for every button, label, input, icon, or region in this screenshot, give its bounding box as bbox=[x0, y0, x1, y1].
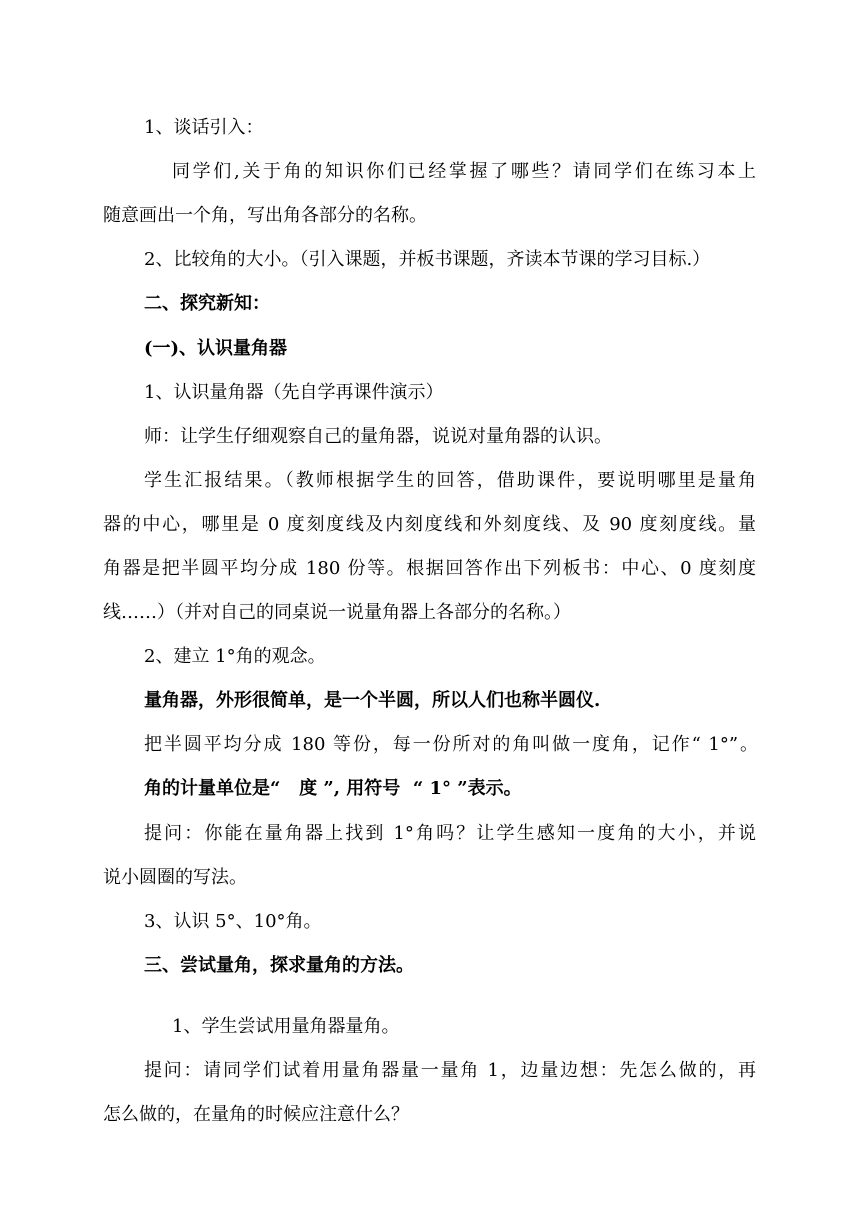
paragraph-line: 提问：你能在量角器上找到 1°角吗？让学生感知一度角的大小，并说 bbox=[144, 823, 756, 844]
paragraph-line: 怎么做的，在量角的时候应注意什么？ bbox=[103, 1104, 409, 1125]
paragraph-line: 说小圆圈的写法。 bbox=[103, 867, 247, 888]
subsection-heading-protractor: (一)、认识量角器 bbox=[144, 338, 288, 359]
paragraph-line: 线……）（并对自己的同桌说一说量角器上各部分的名称。） bbox=[103, 602, 571, 623]
paragraph-line: 同学们,关于角的知识你们已经掌握了哪些？请同学们在练习本上 bbox=[172, 161, 756, 182]
paragraph-line: 3、认识 5°、10°角。 bbox=[144, 911, 322, 932]
section-heading-explore: 二、探究新知： bbox=[144, 293, 270, 314]
paragraph-line: 1、认识量角器（先自学再课件演示） bbox=[144, 382, 444, 403]
paragraph-line: 2、建立 1°角的观念。 bbox=[144, 646, 326, 667]
paragraph-line-bold: 角的计量单位是“ 度 ”, 用符号 “ 1° ”表示。 bbox=[144, 778, 522, 799]
paragraph-line-bold: 量角器，外形很简单，是一个半圆，所以人们也称半圆仪. bbox=[144, 690, 601, 711]
paragraph-line: 1、学生尝试用量角器量角。 bbox=[172, 1016, 400, 1037]
paragraph-line: 器的中心，哪里是 0 度刻度线及内刻度线和外刻度线、及 90 度刻度线。量 bbox=[103, 514, 756, 535]
section-heading-measure: 三、尝试量角，探求量角的方法。 bbox=[144, 955, 414, 976]
paragraph-line: 把半圆平均分成 180 等份，每一份所对的角叫做一度角，记作“ 1°”。 bbox=[144, 734, 758, 755]
paragraph-line: 提问：请同学们试着用量角器量一量角 1，边量边想：先怎么做的，再 bbox=[144, 1060, 756, 1081]
paragraph-line: 角器是把半圆平均分成 180 份等。根据回答作出下列板书：中心、0 度刻度 bbox=[103, 558, 756, 579]
paragraph-line: 学生汇报结果。（教师根据学生的回答，借助课件，要说明哪里是量角 bbox=[144, 470, 756, 491]
paragraph-line: 2、比较角的大小。（引入课题，并板书课题，齐读本节课的学习目标.） bbox=[144, 249, 711, 270]
paragraph-line: 师：让学生仔细观察自己的量角器，说说对量角器的认识。 bbox=[144, 426, 612, 447]
section-heading-intro: 1、谈话引入： bbox=[144, 117, 264, 138]
paragraph-line: 随意画出一个角，写出角各部分的名称。 bbox=[103, 205, 427, 226]
